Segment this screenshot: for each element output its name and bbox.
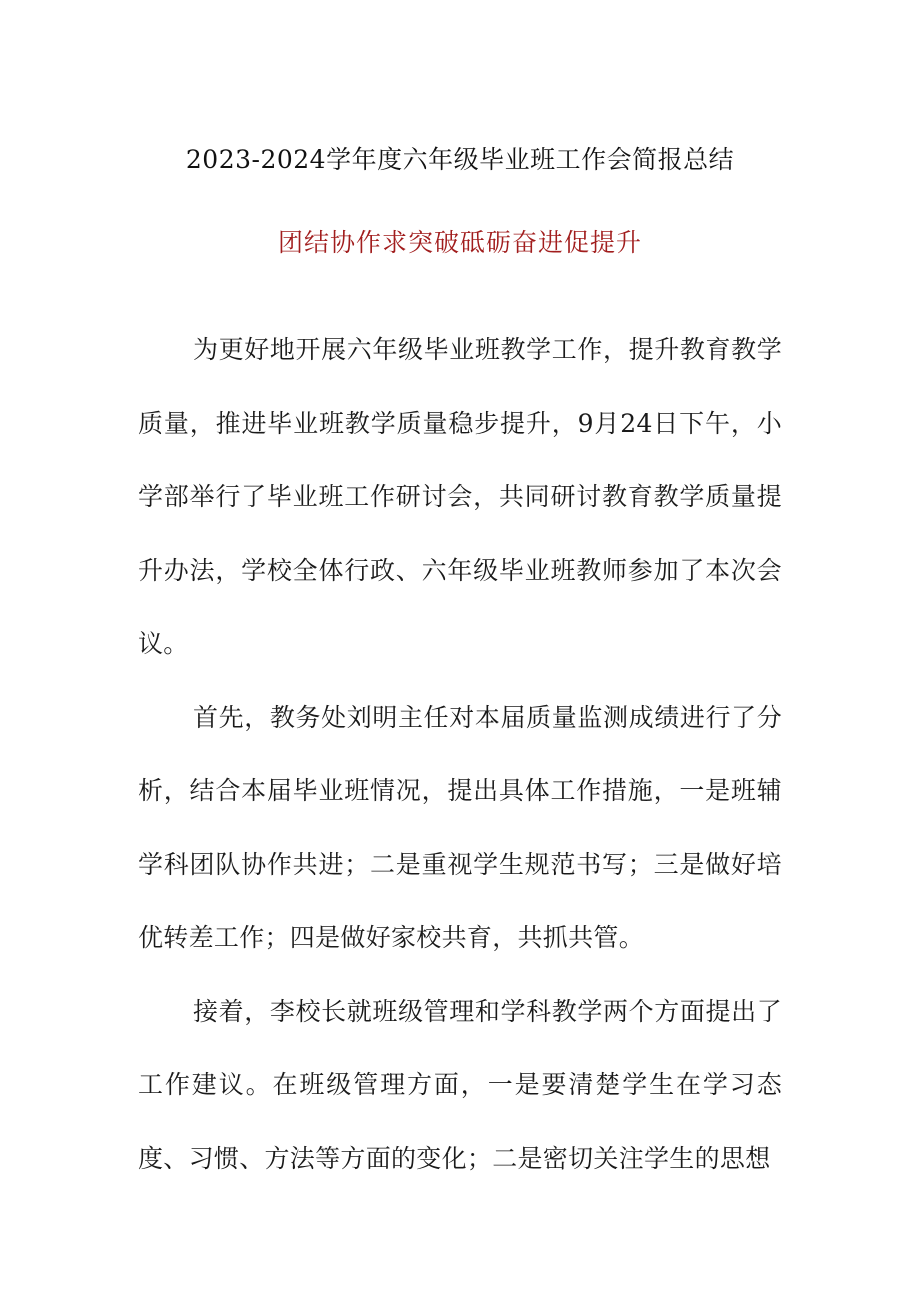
paragraph-first-measures: 首先，教务处刘明主任对本届质量监测成绩进行了分析，结合本届毕业班情况，提出具体工作措施，一是班辅学科团队协作共进；二是重视学生规范书写；三是做好培优转差工作；四是做好家校共育，共抓共管。 xyxy=(138,702,782,952)
document-title: 2023-2024学年度六年级毕业班工作会简报总结 xyxy=(185,145,735,174)
document-body xyxy=(138,313,782,1195)
document-subtitle: 团结协作求突破砥砺奋进促提升 xyxy=(277,228,642,257)
paragraph-principal-suggestions: 接着，李校长就班级管理和学科教学两个方面提出了工作建议。在班级管理方面，一是要清楚学生在学习态度、习惯、方法等方面的变化；二是密切关注学生的思想 xyxy=(138,996,782,1173)
paragraph-intro: 为更好地开展六年级毕业班教学工作，提升教育教学质量，推进毕业班教学质量稳步提升，9月24日下午，小学部举行了毕业班工作研讨会，共同研讨教育教学质量提升办法，学校全体行政、六年级毕业班教师参加了本次会议。 xyxy=(138,335,782,658)
